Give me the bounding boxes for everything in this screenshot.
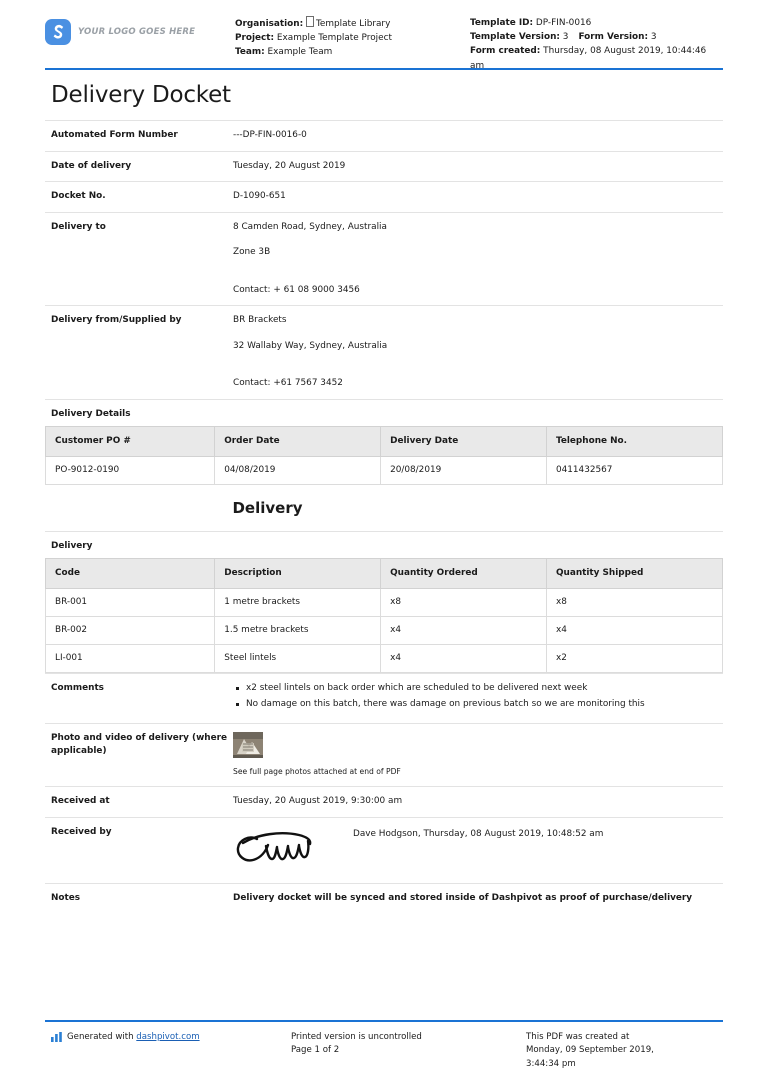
generated-with-text: Generated with [67, 1031, 134, 1042]
photo-label: Photo and video of delivery (where applicable) [51, 732, 228, 756]
cell-customer-po: PO-9012-0190 [46, 456, 215, 484]
delivery-items-table [45, 558, 723, 673]
table-header-row [46, 426, 723, 456]
notes-value: Delivery docket will be synced and stored inside of Dashpivot as proof of purchase/delivery [233, 893, 693, 903]
row-value: D-1090-651 [233, 191, 286, 201]
table-row [46, 644, 723, 672]
table-header-row [46, 558, 723, 588]
photo-caption: See full page photos attached at end of PDF [233, 766, 401, 776]
dashpivot-link[interactable]: dashpivot.com [136, 1031, 200, 1042]
supplier-name: BR Brackets [233, 315, 287, 325]
table-row-comments [45, 673, 723, 723]
cell-code: BR-001 [46, 588, 215, 616]
table-row [45, 182, 723, 213]
comments-label: Comments [51, 682, 104, 693]
template-id-value: DP-FIN-0016 [535, 18, 592, 28]
table-row [45, 151, 723, 182]
table-row [45, 121, 723, 152]
team-value: Example Team [267, 47, 333, 58]
spacer [233, 272, 723, 284]
row-label: Date of delivery [51, 160, 132, 171]
cell-qty-ordered: x4 [381, 616, 547, 644]
template-version-label: Template Version: [470, 32, 560, 43]
cell-order-date: 04/08/2019 [215, 456, 381, 484]
table-row [46, 588, 723, 616]
row-value: Tuesday, 20 August 2019 [233, 160, 346, 171]
template-id-label: Template ID: [470, 18, 534, 28]
missing-glyph-icon [306, 16, 314, 27]
table-row-notes [45, 884, 723, 914]
table-row-photo [45, 723, 723, 787]
table-row-received-by [45, 817, 723, 884]
footer-created-block [526, 1031, 723, 1072]
footer-generated-block [45, 1031, 291, 1072]
project-line [235, 31, 470, 45]
cell-code: BR-002 [46, 616, 215, 644]
photo-value [231, 723, 723, 787]
column-header: Delivery Date [381, 426, 547, 456]
list-item: No damage on this batch, there was damage on previous batch so we are monitoring this [246, 698, 723, 712]
cell-code: LI-001 [46, 644, 215, 672]
column-header: Customer PO # [46, 426, 215, 456]
column-header: Telephone No. [546, 426, 722, 456]
table-row-received-at [45, 787, 723, 818]
list-item: x2 steel lintels on back order which are scheduled to be delivered next week [246, 682, 723, 696]
form-version-value: 3 [650, 32, 657, 43]
row-value: ---DP-FIN-0016-0 [233, 130, 307, 140]
delivery-details-table [45, 426, 723, 485]
logo-block [45, 16, 235, 45]
delivery-to-value [231, 212, 723, 306]
spacer [233, 365, 723, 377]
organisation-value: Template Library [315, 19, 391, 29]
cell-description: 1.5 metre brackets [215, 616, 381, 644]
cell-qty-ordered: x8 [381, 588, 547, 616]
project-label: Project: [235, 33, 275, 44]
address-line-1: 8 Camden Road, Sydney, Australia [233, 221, 387, 232]
cell-qty-ordered: x4 [381, 644, 547, 672]
page-title: Delivery Docket [51, 82, 231, 108]
supplier-address: 32 Wallaby Way, Sydney, Australia [233, 340, 388, 351]
notes-label: Notes [51, 893, 81, 903]
organisation-label: Organisation: [235, 19, 304, 29]
printed-version-line: Printed version is uncontrolled [291, 1031, 422, 1042]
document-header [45, 0, 723, 71]
form-created-label: Form created: [470, 46, 541, 57]
bar-chart-icon [51, 1031, 62, 1048]
delivery-section-heading: Delivery [232, 498, 303, 517]
received-by-value [231, 817, 723, 884]
template-version-value: 3 [562, 32, 569, 43]
pdf-created-time: 3:44:34 pm [526, 1058, 576, 1069]
photo-thumbnail[interactable] [233, 732, 263, 758]
delivery-details-section-label: Delivery Details [45, 399, 723, 426]
signature-row [233, 826, 723, 876]
column-header: Code [46, 558, 215, 588]
cell-description: Steel lintels [215, 644, 381, 672]
company-logo-icon [45, 19, 71, 45]
form-version-label: Form Version: [578, 32, 649, 43]
form-created-value: Thursday, 08 August 2019, 10:44:46 am [470, 46, 707, 71]
address-line-2: Zone 3B [233, 247, 271, 257]
received-at-label: Received at [51, 796, 110, 806]
version-line [470, 30, 723, 44]
cell-delivery-date: 20/08/2019 [381, 456, 547, 484]
cell-description: 1 metre brackets [215, 588, 381, 616]
team-label: Team: [235, 47, 265, 58]
header-meta-left [235, 16, 470, 60]
row-label: Automated Form Number [51, 130, 178, 140]
page-number-line: Page 1 of 2 [291, 1045, 340, 1055]
comments-list [233, 682, 723, 712]
cell-qty-shipped: x8 [546, 588, 722, 616]
column-header: Quantity Ordered [381, 558, 547, 588]
column-header: Description [215, 558, 381, 588]
form-created-line [470, 44, 723, 72]
delivery-from-label: Delivery from/Supplied by [51, 315, 182, 325]
signature-meta: Dave Hodgson, Thursday, 08 August 2019, 10:48:52 am [353, 828, 604, 839]
team-line [235, 45, 470, 59]
received-by-label: Received by [51, 826, 112, 837]
column-header: Quantity Shipped [546, 558, 722, 588]
template-id-line [470, 16, 723, 30]
document-footer-info-table [45, 673, 723, 914]
document-info-table [45, 120, 723, 399]
project-value: Example Template Project [276, 33, 392, 44]
row-label: Docket No. [51, 191, 106, 201]
column-header: Order Date [215, 426, 381, 456]
footer-divider [45, 1020, 723, 1022]
signature-image [233, 826, 353, 876]
cell-telephone: 0411432567 [546, 456, 722, 484]
pdf-created-date: Monday, 09 September 2019, [526, 1045, 654, 1055]
organisation-line [235, 16, 470, 31]
cell-qty-shipped: x4 [546, 616, 722, 644]
pdf-created-label: This PDF was created at [526, 1031, 630, 1042]
logo-text: YOUR LOGO GOES HERE [78, 27, 196, 37]
table-row [46, 616, 723, 644]
header-meta-right [470, 16, 723, 73]
delivery-to-label: Delivery to [51, 221, 106, 232]
document-footer [45, 1020, 723, 1072]
cell-qty-shipped: x2 [546, 644, 722, 672]
delivery-from-contact: Contact: +61 7567 3452 [233, 378, 343, 388]
received-at-value: Tuesday, 20 August 2019, 9:30:00 am [233, 796, 403, 806]
footer-printed-block [291, 1031, 526, 1072]
delivery-section-label: Delivery [45, 531, 723, 558]
table-row-delivery-to [45, 212, 723, 306]
comments-value [231, 673, 723, 723]
footer-columns [45, 1031, 723, 1072]
table-row-delivery-from [45, 306, 723, 399]
delivery-from-value [231, 306, 723, 399]
table-row [46, 456, 723, 484]
delivery-to-contact: Contact: + 61 08 9000 3456 [233, 284, 360, 295]
